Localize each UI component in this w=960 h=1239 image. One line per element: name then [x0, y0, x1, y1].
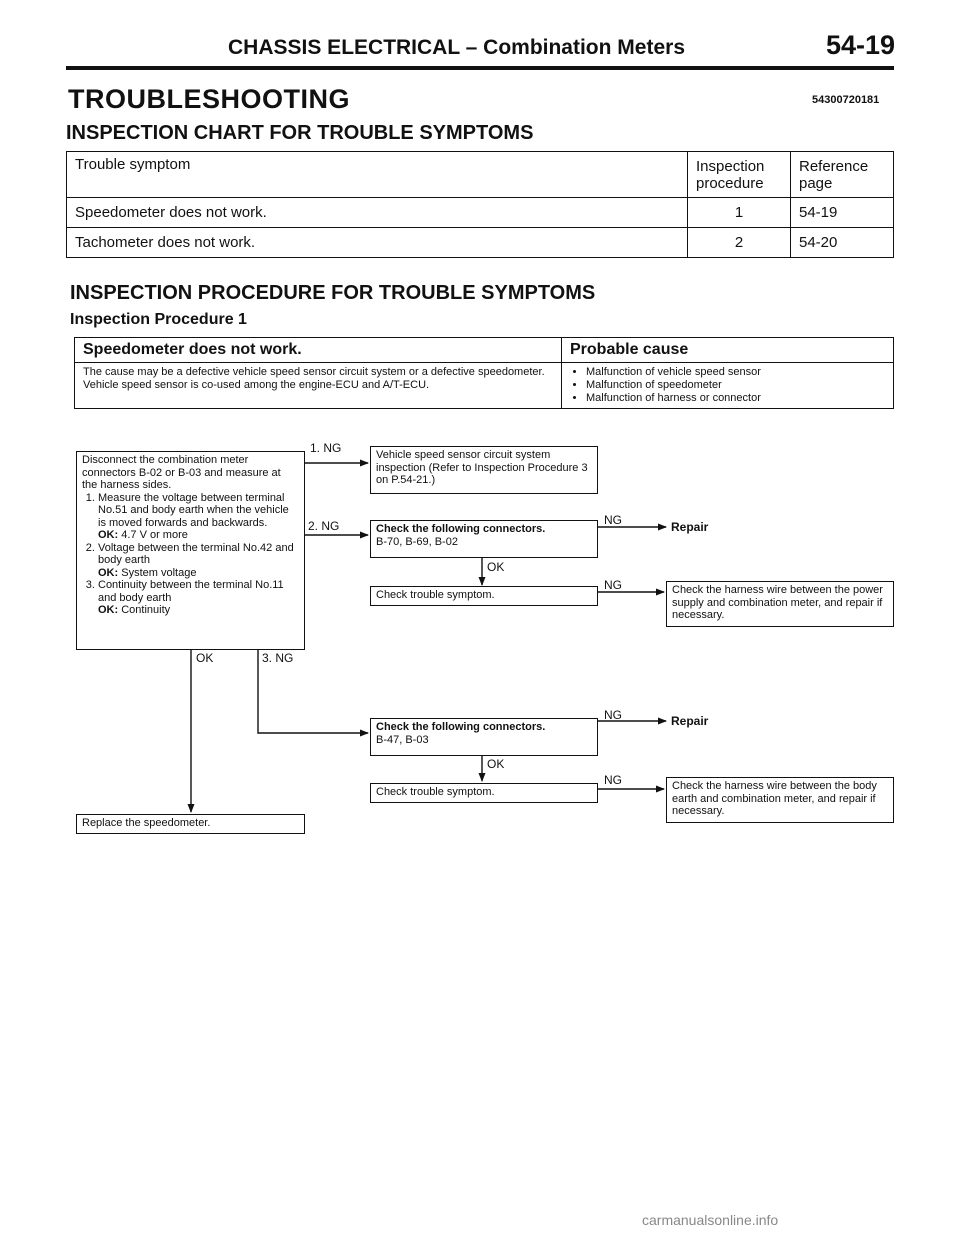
col-trouble-symptom: Trouble symptom: [67, 152, 688, 198]
harness-check-box-2: Check the harness wire between the body earth and combination meter, and repair if necessary.: [666, 777, 894, 823]
row-procedure: 2: [688, 228, 791, 258]
label-ng-trouble-1: NG: [604, 578, 622, 592]
step-text: Continuity between the terminal No.11 and body earth: [98, 579, 284, 604]
ok-label: OK:: [98, 566, 119, 579]
label-step1-ng: 1. NG: [310, 441, 342, 455]
list-item: [98, 542, 299, 580]
replace-speedometer-box: Replace the speedometer.: [76, 814, 305, 834]
label-repair-2: Repair: [671, 714, 709, 728]
speed-sensor-inspection-box: Vehicle speed sensor circuit system inspection (Refer to Inspection Procedure 3 on P.54-21.): [370, 446, 598, 494]
label-step2-ng: 2. NG: [308, 519, 340, 533]
row-procedure: 1: [688, 198, 791, 228]
start-measurement-box: [76, 451, 305, 650]
row-reference: 54-19: [791, 198, 894, 228]
measurement-steps: [82, 492, 299, 617]
list-item: [98, 579, 299, 617]
label-ng-connectors-2: NG: [604, 708, 622, 722]
watermark: carmanualsonline.info: [642, 1212, 779, 1228]
label-step3-ng: 3. NG: [262, 651, 294, 665]
list-item: • Malfunction of harness or connector: [586, 392, 885, 405]
row-symptom: Tachometer does not work.: [67, 228, 688, 258]
label-repair-1: Repair: [671, 520, 709, 534]
col-inspection-procedure: Inspection procedure: [688, 152, 791, 198]
col-reference-page: Reference page: [791, 152, 894, 198]
list-item: [98, 492, 299, 542]
doc-number: 54300720181: [812, 94, 880, 106]
ok-label: OK:: [98, 604, 119, 616]
harness-check-box-1: Check the harness wire between the power supply and combination meter, and repair if necessary.: [666, 581, 894, 627]
inspection-chart-title: INSPECTION CHART FOR TROUBLE SYMPTOMS: [66, 122, 534, 144]
procedure-section-title: INSPECTION PROCEDURE FOR TROUBLE SYMPTOMS: [70, 282, 596, 304]
procedure-subtitle: Inspection Procedure 1: [70, 311, 247, 328]
cause-description: The cause may be a defective vehicle speed sensor circuit system or a defective speedometer. Vehicle speed sensor is co-used among the engine-ECU and A/T-ECU.: [75, 363, 562, 409]
connectors-title: Check the following connectors.: [376, 721, 546, 733]
check-connectors-box-1: [370, 520, 598, 558]
list-item: • Malfunction of vehicle speed sensor: [586, 366, 885, 379]
row-reference: 54-20: [791, 228, 894, 258]
label-ng-connectors-1: NG: [604, 513, 622, 527]
ok-value: 4.7 V or more: [121, 529, 188, 541]
start-intro: Disconnect the combination meter connectors B-02 or B-03 and measure at the harness sides.: [82, 454, 281, 491]
page-header-title: CHASSIS ELECTRICAL – Combination Meters: [228, 36, 685, 59]
ok-label: OK:: [98, 529, 119, 541]
check-connectors-box-2: [370, 718, 598, 756]
section-title: TROUBLESHOOTING: [68, 84, 350, 114]
label-main-ok: OK: [196, 651, 214, 665]
connectors-list: B-47, B-03: [376, 733, 429, 746]
ok-value: System voltage: [121, 566, 197, 579]
connectors-list: B-70, B-69, B-02: [376, 535, 458, 548]
label-ok-1: OK: [487, 560, 505, 574]
label-ok-2: OK: [487, 757, 505, 771]
step-text: Measure the voltage between terminal No.51 and body earth when the vehicle is moved forwards and backwards.: [98, 491, 289, 529]
check-trouble-symptom-box-1: Check trouble symptom.: [370, 586, 598, 606]
page-number: 54-19: [826, 30, 896, 60]
label-ng-trouble-2: NG: [604, 773, 622, 787]
symptom-heading: Speedometer does not work.: [75, 338, 562, 363]
step-text: Voltage between the terminal No.42 and body earth: [98, 541, 294, 566]
ok-value: Continuity: [121, 604, 171, 616]
row-symptom: Speedometer does not work.: [67, 198, 688, 228]
connectors-title: Check the following connectors.: [376, 523, 546, 535]
cause-heading: Probable cause: [562, 338, 894, 363]
check-trouble-symptom-box-2: Check trouble symptom.: [370, 783, 598, 803]
list-item: • Malfunction of speedometer: [586, 379, 885, 392]
